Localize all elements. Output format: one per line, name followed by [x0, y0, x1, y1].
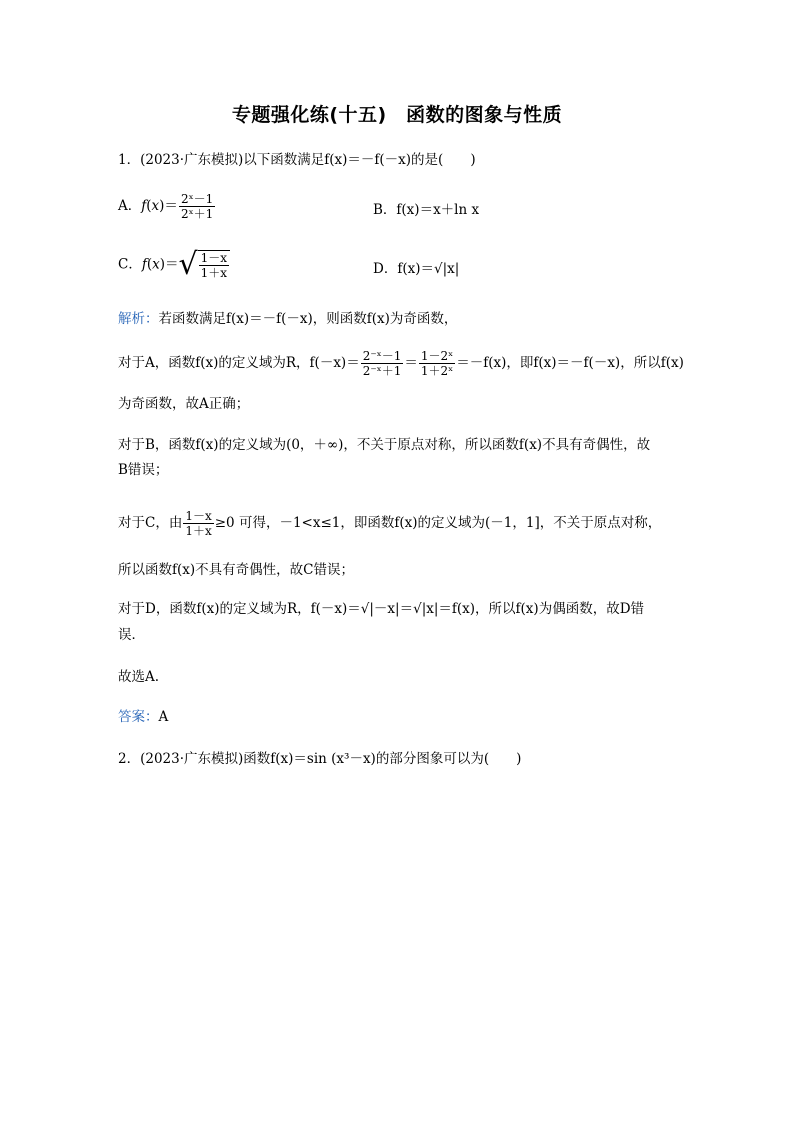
analysis-c-line1 [118, 509, 661, 538]
analysis-a-frac1-den: 2⁻ˣ＋1 [362, 364, 402, 378]
analysis-c-line2: 所以函数f(x)不具有奇偶性，故C错误； [118, 562, 354, 578]
analysis-intro-text: 若函数满足f(x)＝－f(－x)，则函数f(x)为奇函数， [158, 311, 458, 327]
question-1-stem: 1．(2023·广东模拟)以下函数满足f(x)＝－f(－x)的是( ) [118, 152, 476, 168]
option-c-denominator: 1＋x [200, 266, 228, 280]
option-a: A．f(x)＝ $\frac{\text{2ˣ－1}}{\text{2ˣ＋1}}$ [118, 192, 214, 221]
answer [118, 707, 168, 727]
option-c: C．f(x)＝√ $\frac{1-x}{1+x}$ [118, 250, 230, 280]
option-a-numerator: 2ˣ－1 [180, 192, 214, 206]
option-c-numerator: 1－x [200, 251, 228, 265]
option-a-label: A． [118, 198, 142, 214]
analysis-a-frac2-num: 1－2ˣ [420, 349, 454, 363]
answer-value: A [158, 709, 169, 725]
analysis-a-frac1-num: 2⁻ˣ－1 [362, 349, 402, 363]
question-2-stem: 2．(2023·广东模拟)函数f(x)＝sin (x³－x)的部分图象可以为( ) [118, 751, 522, 767]
analysis-b-line2: B错误； [118, 462, 169, 478]
option-a-fraction [179, 192, 215, 221]
page-title: 专题强化练(十五) 函数的图象与性质 [231, 104, 563, 126]
analysis-c-text1: 对于C，由 [118, 515, 183, 531]
answer-label: 答案： [118, 709, 159, 725]
analysis-label: 解析： [118, 311, 159, 327]
option-b: B．f(x)＝x＋ln x [373, 202, 480, 218]
analysis-c-fraction [183, 509, 213, 538]
option-c-fraction [199, 251, 229, 280]
analysis-a-fraction1 [361, 349, 404, 378]
conclusion: 故选A. [118, 669, 160, 685]
option-d: D．f(x)＝√|x| [373, 261, 460, 277]
analysis-d-line1: 对于D，函数f(x)的定义域为R，f(－x)＝√|－x|＝√|x|＝f(x)，所以f(x)为偶函数，故D错 [118, 601, 645, 617]
option-a-denominator: 2ˣ＋1 [180, 207, 214, 221]
analysis-c-den: 1＋x [185, 524, 212, 538]
analysis-intro [118, 309, 457, 329]
analysis-a-text1: 对于A，函数f(x)的定义域为R，f(－x)＝ [118, 355, 360, 371]
analysis-a-line2: 为奇函数，故A正确； [118, 396, 250, 412]
analysis-a-frac2-den: 1＋2ˣ [420, 364, 454, 378]
analysis-a-fraction2 [419, 349, 455, 378]
analysis-a-text2: ＝－f(x)，即f(x)＝－f(－x)，所以f(x) [456, 355, 684, 371]
analysis-c-num: 1－x [185, 509, 212, 523]
analysis-a-line1: 对于A，函数f(x)的定义域为R，f(－x)＝ $\frac{\text{2⁻ˣ－1}}{\text{2⁻ˣ＋1}}$ ＝ $\frac{\text{1－2ˣ}}{\text{1＋2ˣ}}$ ＝－f(x)，即f(x)＝－f(－x)，所以f(x) [118, 349, 684, 378]
option-c-sqrt: √ $\frac{1-x}{1+x}$ [179, 250, 231, 280]
analysis-b-line1: 对于B，函数f(x)的定义域为(0，＋∞)，不关于原点对称，所以函数f(x)不具有奇偶性，故 [118, 437, 651, 453]
analysis-c-text2: ≥0 可得，－1<x≤1，即函数f(x)的定义域为(－1，1]，不关于原点对称， [214, 515, 662, 531]
analysis-d-line2: 误． [118, 627, 145, 643]
option-c-label: C． [118, 256, 142, 273]
